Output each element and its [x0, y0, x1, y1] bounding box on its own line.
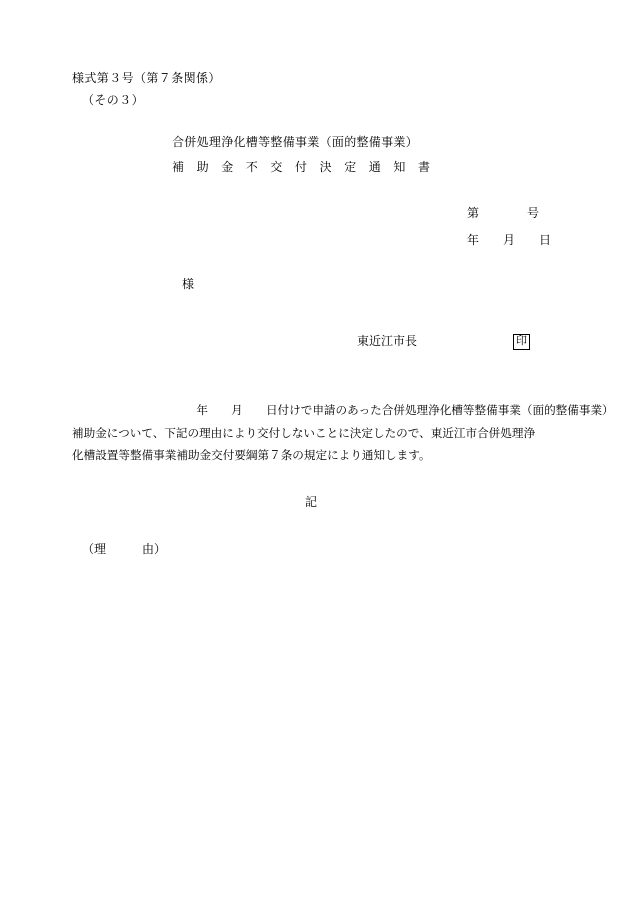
document-number-line: 第 号: [467, 206, 540, 220]
title-line-2: 補 助 金 不 交 付 決 定 通 知 書: [172, 160, 431, 174]
body-line-3: 化槽設置等整備事業補助金交付要綱第７条の規定により通知します。: [72, 449, 431, 463]
form-subnumber: （その３）: [82, 93, 145, 107]
ki-heading: 記: [304, 494, 317, 509]
title-line-1: 合併処理浄化槽等整備事業（面的整備事業）: [172, 135, 419, 149]
issuer-block: [72, 334, 560, 350]
body-line-1: 年 月 日付けで申請のあった合併処理浄化槽等整備事業（面的整備事業）: [150, 404, 614, 417]
seal-stamp: 印: [513, 334, 530, 350]
body-text: [72, 400, 614, 468]
addressee-line: 様: [182, 277, 195, 291]
form-number: 様式第３号（第７条関係）: [72, 71, 221, 85]
document-reference-block: [72, 207, 560, 246]
reason-label: （理 由）: [82, 541, 167, 556]
issuer-name: 東近江市長: [357, 333, 418, 348]
document-title: [72, 136, 560, 173]
body-line-2: 補助金について、下記の理由により交付しないことに決定したので、東近江市合併処理浄: [72, 426, 536, 440]
document-date-line: 年 月 日: [467, 233, 552, 247]
